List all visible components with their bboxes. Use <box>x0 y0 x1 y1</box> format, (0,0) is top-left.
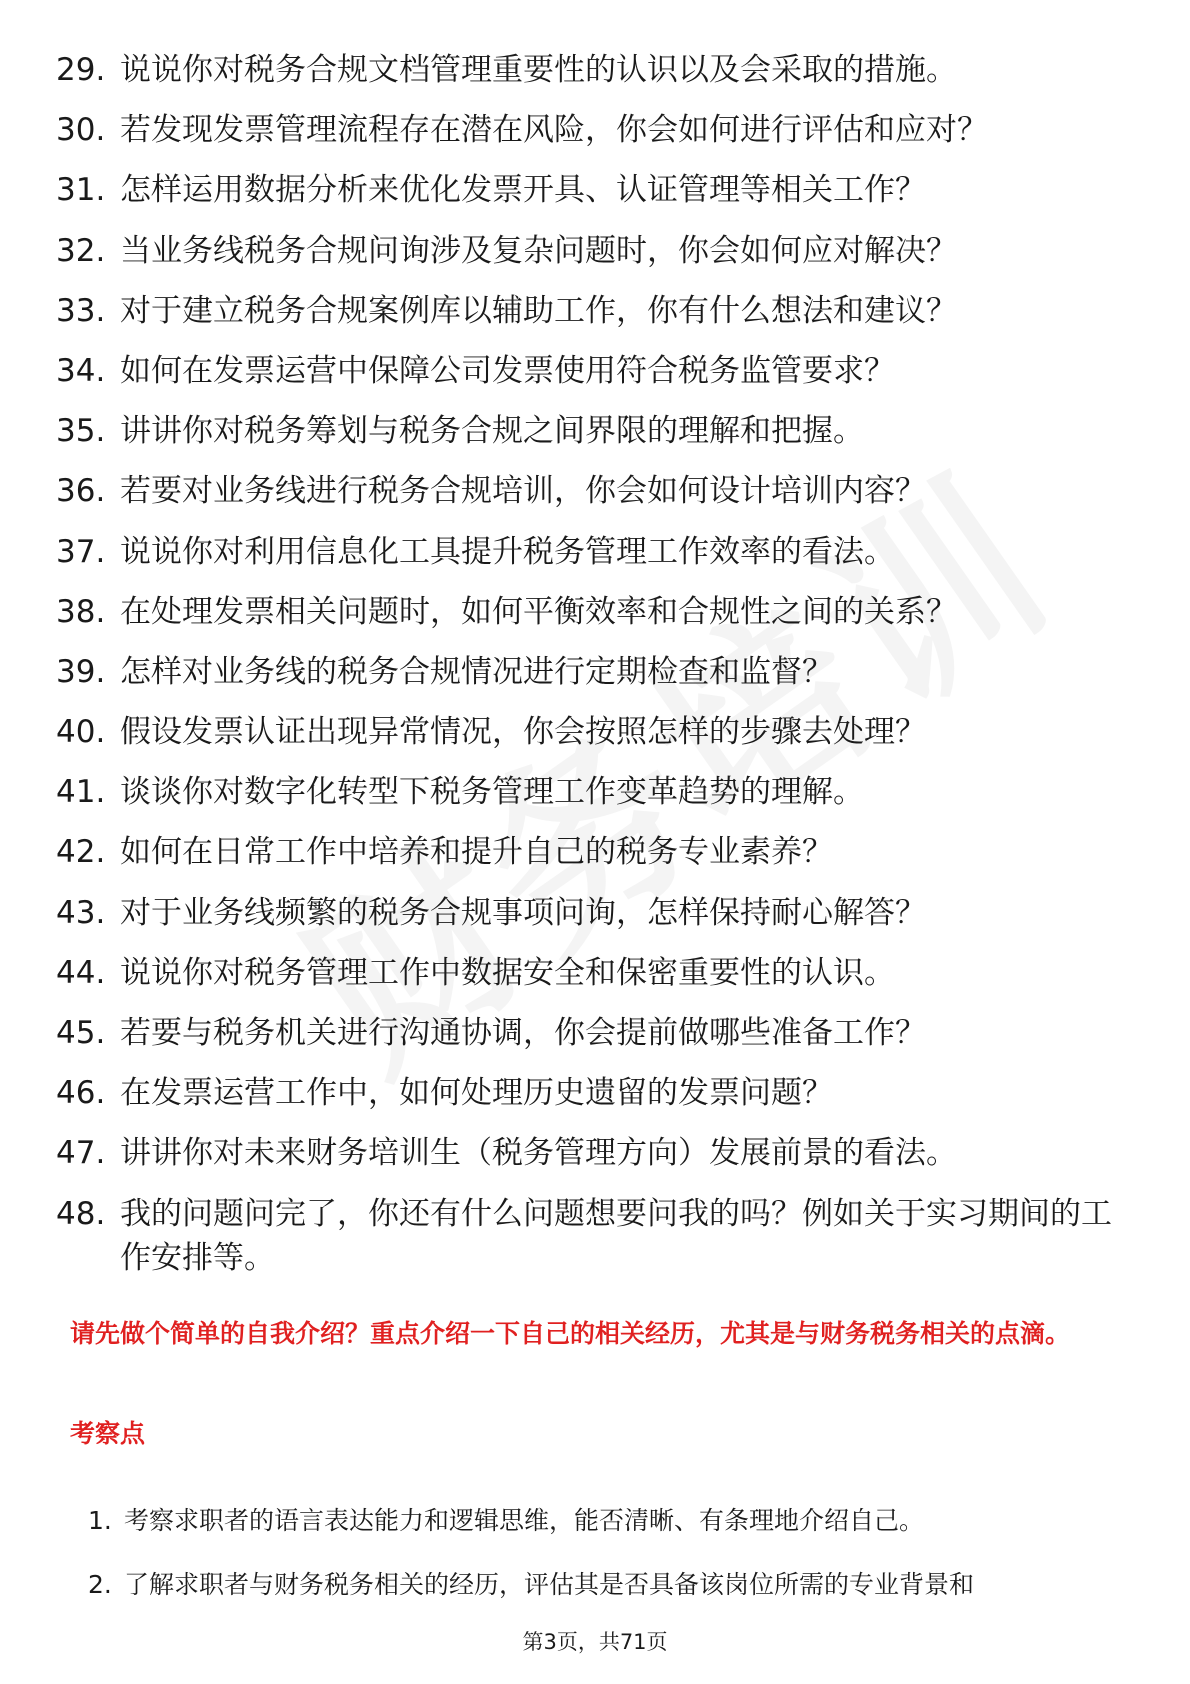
question-number: 43. <box>56 894 106 931</box>
question-item <box>56 469 1136 513</box>
question-text: 如何在发票运营中保障公司发票使用符合税务监管要求？ <box>120 352 895 389</box>
question-item <box>56 48 1136 92</box>
point-text: 了解求职者与财务税务相关的经历，评估其是否具备该岗位所需的专业背景和 <box>124 1570 975 1599</box>
question-number: 37. <box>56 533 106 570</box>
question-text: 在处理发票相关问题时，如何平衡效率和合规性之间的关系？ <box>120 593 957 630</box>
question-number: 30. <box>56 112 106 149</box>
question-item <box>56 1192 1136 1280</box>
question-number: 47. <box>56 1135 106 1172</box>
question-number: 46. <box>56 1075 106 1112</box>
question-item <box>56 710 1136 754</box>
question-text: 若要对业务线进行税务合规培训，你会如何设计培训内容？ <box>120 473 926 510</box>
question-text: 当业务线税务合规问询涉及复杂问题时，你会如何应对解决？ <box>120 232 957 269</box>
question-number: 48. <box>56 1195 106 1232</box>
question-number: 44. <box>56 954 106 991</box>
question-text: 我的问题问完了，你还有什么问题想要问我的吗？例如关于实习期间的工作安排等。 <box>120 1195 1112 1276</box>
question-item <box>56 108 1136 152</box>
question-item <box>56 891 1136 935</box>
question-item <box>56 1131 1136 1175</box>
question-item <box>56 1011 1136 1055</box>
question-text: 谈谈你对数字化转型下税务管理工作变革趋势的理解。 <box>120 774 864 811</box>
page-footer: 第3页，共71页 <box>522 1630 668 1654</box>
question-number: 45. <box>56 1015 106 1051</box>
point-number: 1. <box>88 1506 112 1535</box>
question-item <box>56 229 1136 273</box>
question-number: 31. <box>56 172 106 209</box>
question-number: 40. <box>56 714 106 751</box>
question-number: 34. <box>56 352 106 389</box>
question-text: 对于建立税务合规案例库以辅助工作，你有什么想法和建议？ <box>120 292 957 329</box>
section-title: 考察点 <box>70 1419 146 1448</box>
question-item <box>56 830 1136 874</box>
question-text: 讲讲你对税务筹划与税务合规之间界限的理解和把握。 <box>120 413 864 450</box>
question-text: 说说你对利用信息化工具提升税务管理工作效率的看法。 <box>120 533 895 570</box>
question-number: 32. <box>56 232 106 269</box>
question-item <box>56 590 1136 634</box>
assessment-point <box>88 1504 1138 1538</box>
question-text: 若要与税务机关进行沟通协调，你会提前做哪些准备工作？ <box>120 1015 926 1051</box>
question-number: 38. <box>56 593 106 630</box>
question-text: 怎样对业务线的税务合规情况进行定期检查和监督？ <box>120 653 833 690</box>
question-number: 41. <box>56 774 106 811</box>
question-number: 35. <box>56 413 106 450</box>
assessment-point <box>88 1568 1138 1602</box>
question-text: 如何在日常工作中培养和提升自己的税务专业素养？ <box>120 834 833 871</box>
question-text: 怎样运用数据分析来优化发票开具、认证管理等相关工作？ <box>120 172 926 209</box>
question-text: 对于业务线频繁的税务合规事项问询，怎样保持耐心解答？ <box>120 894 926 931</box>
question-item <box>56 289 1136 333</box>
question-item <box>56 349 1136 393</box>
question-text: 讲讲你对未来财务培训生（税务管理方向）发展前景的看法。 <box>120 1135 957 1172</box>
question-text: 说说你对税务合规文档管理重要性的认识以及会采取的措施。 <box>120 52 957 88</box>
point-text: 考察求职者的语言表达能力和逻辑思维，能否清晰、有条理地介绍自己。 <box>124 1506 925 1535</box>
question-text: 假设发票认证出现异常情况，你会按照怎样的步骤去处理？ <box>120 714 926 751</box>
question-item <box>56 770 1136 814</box>
question-text: 说说你对税务管理工作中数据安全和保密重要性的认识。 <box>120 954 895 991</box>
assessment-points <box>88 1504 1138 1632</box>
question-number: 36. <box>56 473 106 510</box>
question-list <box>56 48 1136 1296</box>
point-number: 2. <box>88 1570 112 1599</box>
question-item <box>56 530 1136 574</box>
question-number: 29. <box>56 52 106 88</box>
question-item <box>56 650 1136 694</box>
question-item <box>56 409 1136 453</box>
question-number: 39. <box>56 653 106 690</box>
question-item <box>56 951 1136 995</box>
question-item <box>56 1071 1136 1115</box>
question-number: 42. <box>56 834 106 871</box>
question-item <box>56 168 1136 212</box>
question-text: 在发票运营工作中，如何处理历史遗留的发票问题？ <box>120 1075 833 1112</box>
question-text: 若发现发票管理流程存在潜在风险，你会如何进行评估和应对？ <box>120 112 988 149</box>
question-number: 33. <box>56 292 106 329</box>
highlight-question: 请先做个简单的自我介绍？重点介绍一下自己的相关经历，尤其是与财务税务相关的点滴。 <box>70 1319 1071 1348</box>
